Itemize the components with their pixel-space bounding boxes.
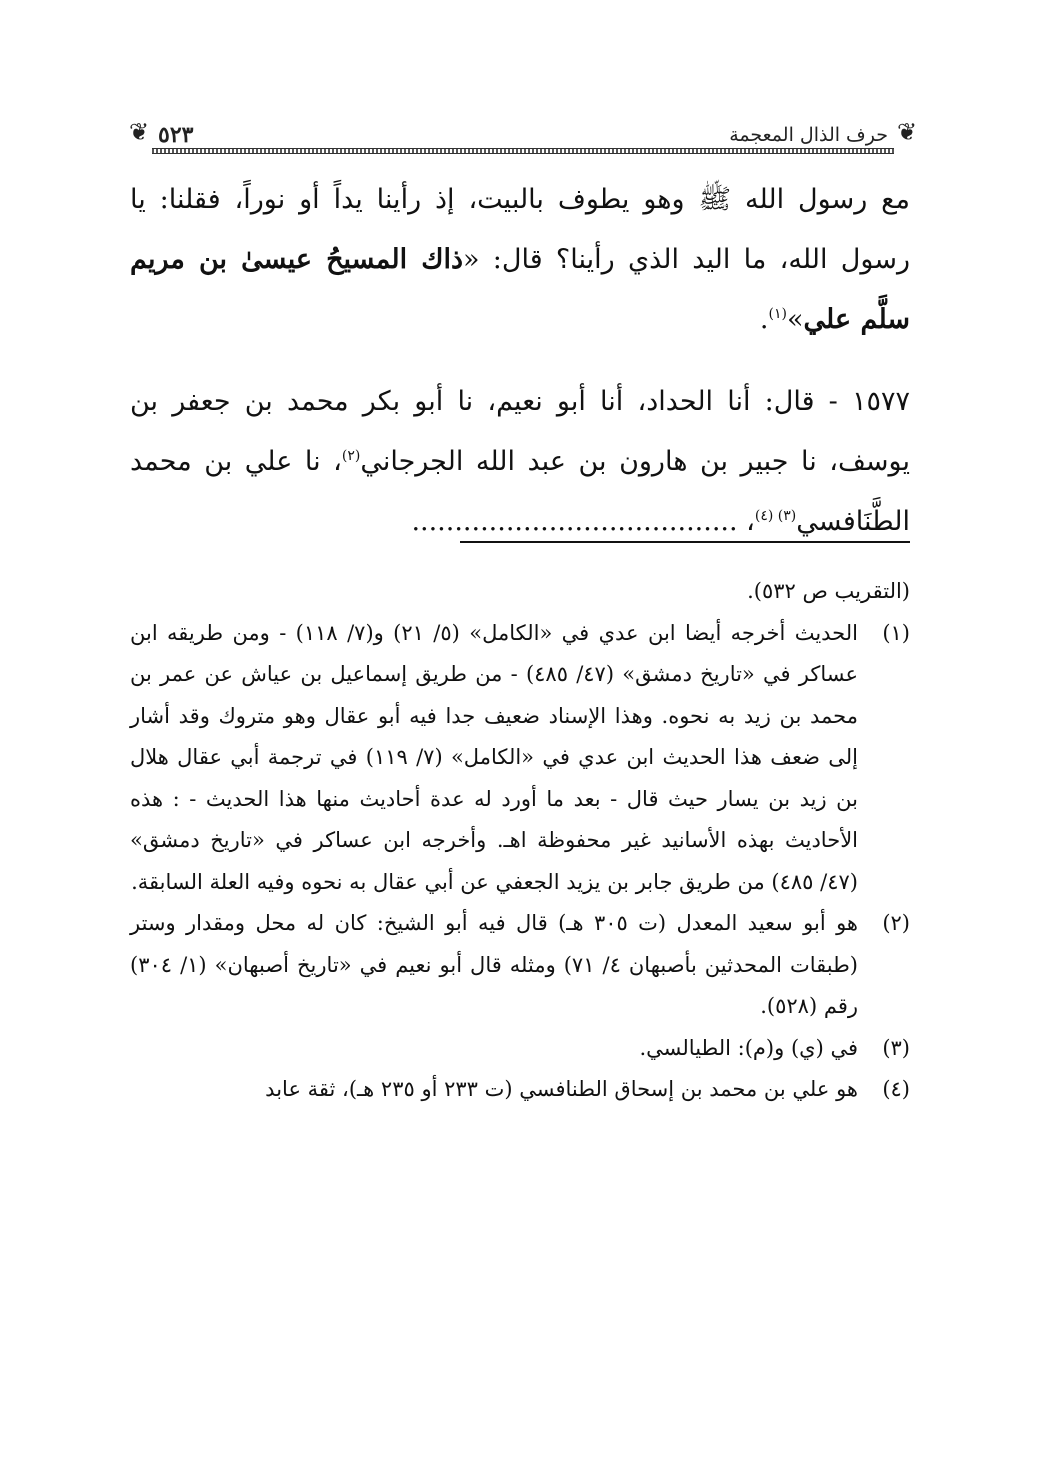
footnote-text: هو أبو سعيد المعدل (ت ٣٠٥ هـ) قال فيه أبو الشيخ: كان له محل ومقدار وستر (طبقات المحدثين بأصبهان ٤/ ٧١) ومثله قال أبو نعيم في «تاريخ أصبهان» (١/ ٣٠٤) رقم (٥٢٨). (130, 911, 858, 1018)
footnote-text: هو علي بن محمد بن إسحاق الطنافسي (ت ٢٣٣ أو ٢٣٥ هـ)، ثقة عابد (265, 1077, 858, 1101)
footnote-number: (٣) (882, 1035, 910, 1060)
footnote-number: (١) (882, 620, 910, 645)
footnote-text: الحديث أخرجه أيضا ابن عدي في «الكامل» (٥/ ٢١) و(٧/ ١١٨) - ومن طريقه ابن عساكر في «تاريخ دمشق» (٤٧/ ٤٨٥) - من طريق إسماعيل بن عياش عن عمر بن محمد بن زيد به نحوه. وهذا الإسناد ضعيف جدا فيه أبو عقال وهو متروك وقد أشار إلى ضعف هذا الحديث ابن عدي في «الكامل» (٧/ ١١٩) في ترجمة أبي عقال هلال بن زيد بن يسار حيث قال - بعد ما أورد له عدة أحاديث منها هذا الحديث - : هذه الأحاديث بهذه الأسانيد غير محفوظة اهـ. وأخرجه ابن عساكر في «تاريخ دمشق» (٤٧/ ٤٨٥) من طريق جابر بن يزيد الجعفي عن أبي عقال به نحوه وفيه العلة السابقة. (130, 620, 859, 894)
header-rule (152, 148, 894, 154)
floral-ornament-icon: ❦ (896, 118, 918, 146)
footnote-ref[interactable]: (٣) (٤) (754, 508, 797, 524)
footnote-carryover: (التقريب ص ٥٣٢). (747, 579, 910, 603)
running-title: حرف الذال المعجمة (729, 124, 888, 146)
footnote-number: (٢) (882, 911, 910, 935)
footnote-ref[interactable]: (١) (768, 306, 787, 322)
footnote-item (130, 1069, 910, 1111)
footnote-separator (460, 541, 910, 543)
prophetic-quote: ذاك المسيحُ عيسىٰ بن مريم سلَّم علي (130, 244, 910, 335)
floral-ornament-icon: ❦ (128, 118, 150, 146)
footnote-item (130, 613, 910, 904)
continuation-dots: ...................................... (411, 506, 738, 537)
page-number: ٥٢٣ (158, 122, 194, 148)
footnote-text: في (ي) و(م): الطيالسي. (639, 1035, 858, 1060)
hadith-paragraph: ١٥٧٧ - قال: أنا الحداد، أنا أبو نعيم، نا أبو بكر محمد بن جعفر بن يوسف، نا جبير بن هارون بن عبد الله الجرجاني$^{(٢)}$، نا علي بن محمد الطَّنَافسي$^{(٣) (٤)}$، ...................................... (130, 386, 910, 537)
paragraph-continuation: مع رسول الله ﷺ وهو يطوف بالبيت، إذ رأينا يداً أو نوراً، فقلنا: يا رسول الله، ما اليد الذي رأينا؟ قال: «ذاك المسيحُ عيسىٰ بن مريم سلَّم علي»$^{(١)}$. (130, 184, 911, 335)
page-header (128, 112, 918, 154)
footnotes (130, 571, 910, 1111)
footnote-number: (٤) (882, 1077, 910, 1101)
footnote-item (130, 903, 910, 1028)
footnote-ref[interactable]: (٢) (341, 448, 361, 464)
footnote-item (130, 1028, 910, 1070)
main-text (130, 170, 910, 552)
